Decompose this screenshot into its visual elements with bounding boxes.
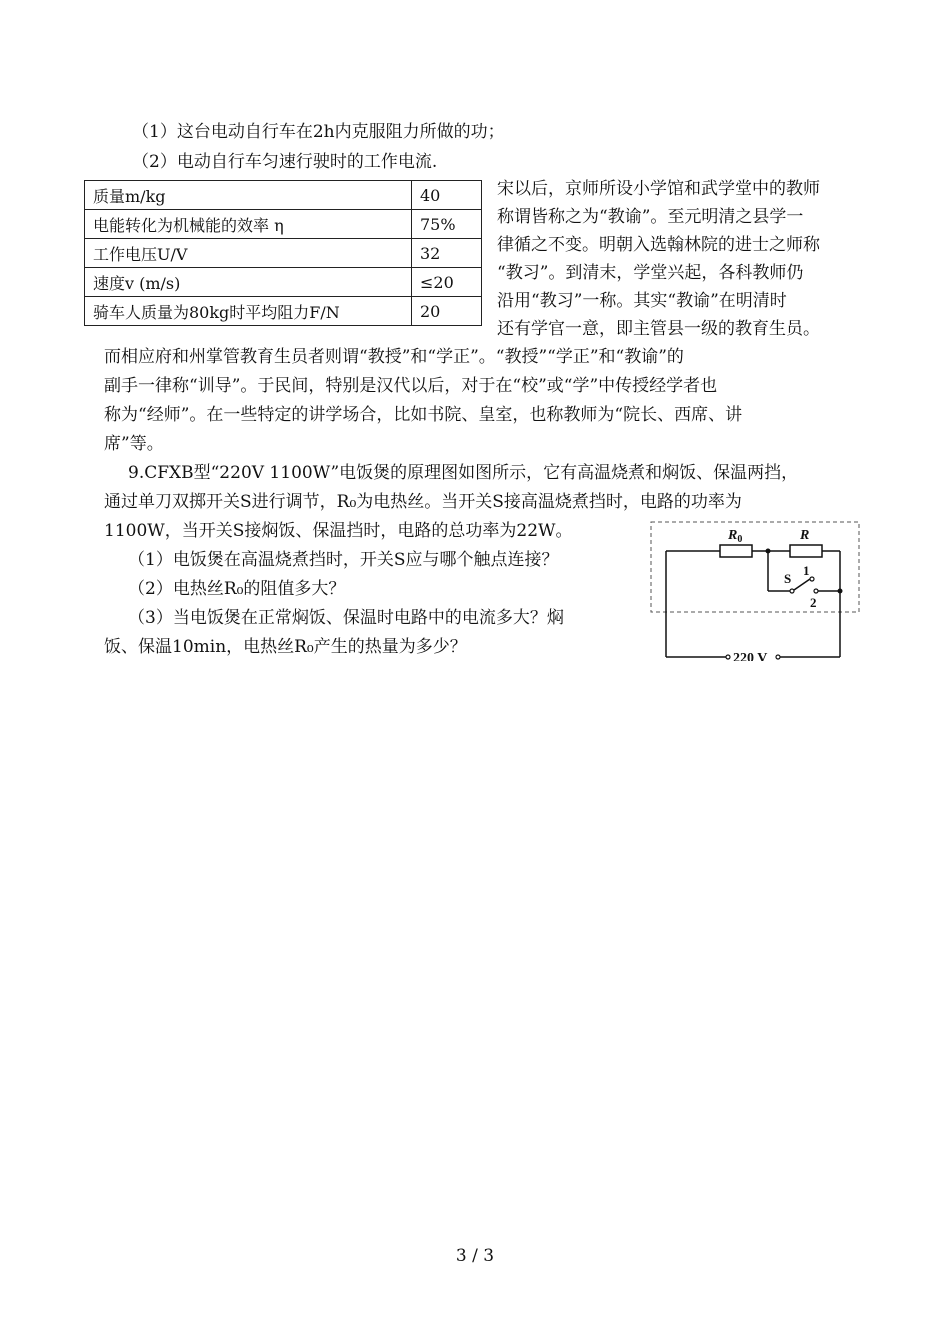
r0-label: $R_0$ <box>728 528 743 545</box>
voltage-label: 220 V <box>733 651 768 661</box>
switch-pivot <box>790 589 794 593</box>
contact-2-dot <box>814 589 818 593</box>
question-top-1: （1）这台电动自行车在2h内克服阻力所做的功； <box>132 122 505 142</box>
switch-blade <box>794 579 810 590</box>
contact-1-dot <box>810 577 814 581</box>
circuit-diagram <box>650 521 860 661</box>
spec-table <box>84 180 482 326</box>
terminal-right <box>776 655 780 659</box>
page-number: 3 / 3 <box>455 1246 495 1266</box>
dashed-box <box>651 522 859 612</box>
contact-2-label: 2 <box>810 595 817 610</box>
switch-label: S <box>784 571 792 586</box>
table-row: 骑车人质量为80kg时平均阻力F/N 20 <box>85 297 482 326</box>
table-row: 电能转化为机械能的效率 η 75% <box>85 210 482 239</box>
r-label: R <box>800 528 810 543</box>
terminal-left <box>726 655 730 659</box>
table-row: 质量m/kg 40 <box>85 181 482 210</box>
table-row: 速度v (m/s) ≤20 <box>85 268 482 297</box>
resistor-r0 <box>720 545 752 557</box>
question-top-2: （2）电动自行车匀速行驶时的工作电流. <box>132 152 438 172</box>
contact-1-label: 1 <box>803 563 810 578</box>
resistor-r <box>790 545 822 557</box>
table-row: 工作电压U/V 32 <box>85 239 482 268</box>
